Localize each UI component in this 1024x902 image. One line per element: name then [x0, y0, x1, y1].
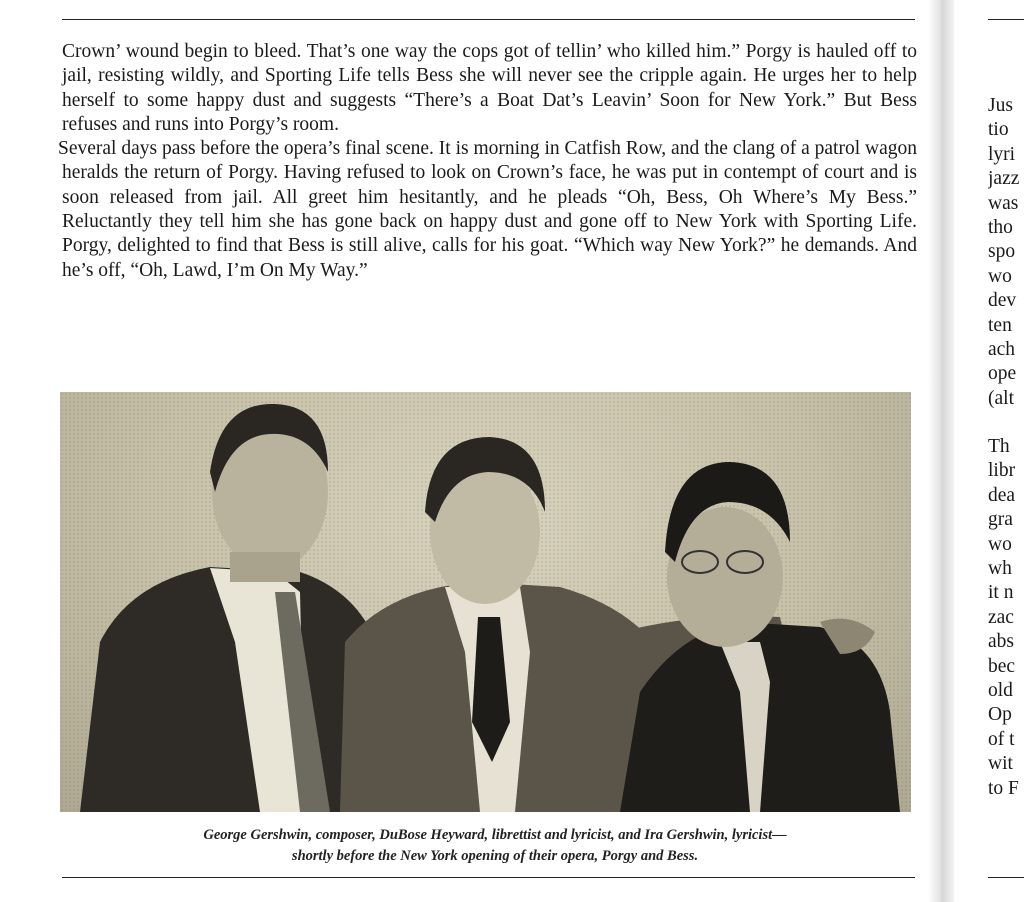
side-line: wh [988, 558, 1012, 580]
side-top-rule [988, 19, 1024, 20]
side-line: Jus [988, 95, 1013, 116]
caption-line-2: shortly before the New York opening of their opera, Porgy and Bess. [291, 848, 699, 864]
side-line: tio [988, 119, 1009, 141]
side-line: dea [988, 484, 1016, 506]
side-paragraph-gap [988, 411, 1024, 435]
side-line: of t [988, 728, 1015, 750]
article-text [58, 40, 917, 283]
side-line: spo [988, 241, 1016, 263]
paragraph-2: Several days pass before the opera’s final scene. It is morning in Catfish Row, and the clang of a patrol wagon heralds the return of Porgy. Having refused to look on Crown’s face, he was put in contempt of court and is soon released from jail. All greet him hesitantly, and he pleads “Oh, Bess, Oh Where’s My Bess.” Reluctantly they tell him she has gone back on happy dust and gone off to New York with Sporting Life. Porgy, delighted to find that Bess is still alive, calls for his goat. “Which way New York?” he demands. And he’s off, “Oh, Lawd, I’m On My Way.” [58, 138, 917, 281]
side-line: ten [988, 314, 1012, 336]
side-line: tho [988, 216, 1013, 238]
side-line: wo [988, 533, 1012, 555]
top-rule [62, 19, 915, 20]
side-line: bec [988, 655, 1016, 677]
side-line: abs [988, 631, 1014, 653]
side-line: was [988, 192, 1019, 214]
side-line: libr [988, 460, 1016, 482]
adjacent-column [988, 94, 1024, 801]
side-line: (alt [988, 387, 1014, 409]
side-line: ope [988, 363, 1017, 385]
photograph [60, 392, 911, 812]
side-line: zac [988, 606, 1014, 628]
paragraph-1: Crown’ wound begin to bleed. That’s one way the cops got of tellin’ who killed him.” Porgy is hauled off to jail, resisting wildly, and Sporting Life tells Bess she will never see the cripple again. He urges her to help herself to some happy dust and suggests “There’s a Boat Dat’s Leavin’ Soon for New York.” But Bess refuses and runs into Porgy’s room. [62, 41, 917, 135]
side-line: to F [988, 777, 1019, 799]
side-line: wo [988, 265, 1012, 287]
photo-figures [60, 392, 911, 812]
side-line: wit [988, 753, 1013, 775]
side-line: jazz [988, 168, 1020, 190]
caption-line-1: George Gershwin, composer, DuBose Heyward, librettist and lyricist, and Ira Gershwin, lyricist— [203, 827, 787, 843]
side-line: Op [988, 704, 1012, 726]
side-line: lyri [988, 143, 1016, 165]
side-line: gra [988, 509, 1013, 531]
photo-caption [60, 825, 930, 867]
side-line: dev [988, 290, 1017, 312]
side-line: ach [988, 338, 1016, 360]
page-gutter [928, 0, 954, 902]
side-line: old [988, 679, 1013, 701]
side-bottom-rule [988, 877, 1024, 878]
side-line: it n [988, 582, 1014, 604]
bottom-rule [62, 877, 915, 878]
side-line: Th [988, 436, 1010, 458]
